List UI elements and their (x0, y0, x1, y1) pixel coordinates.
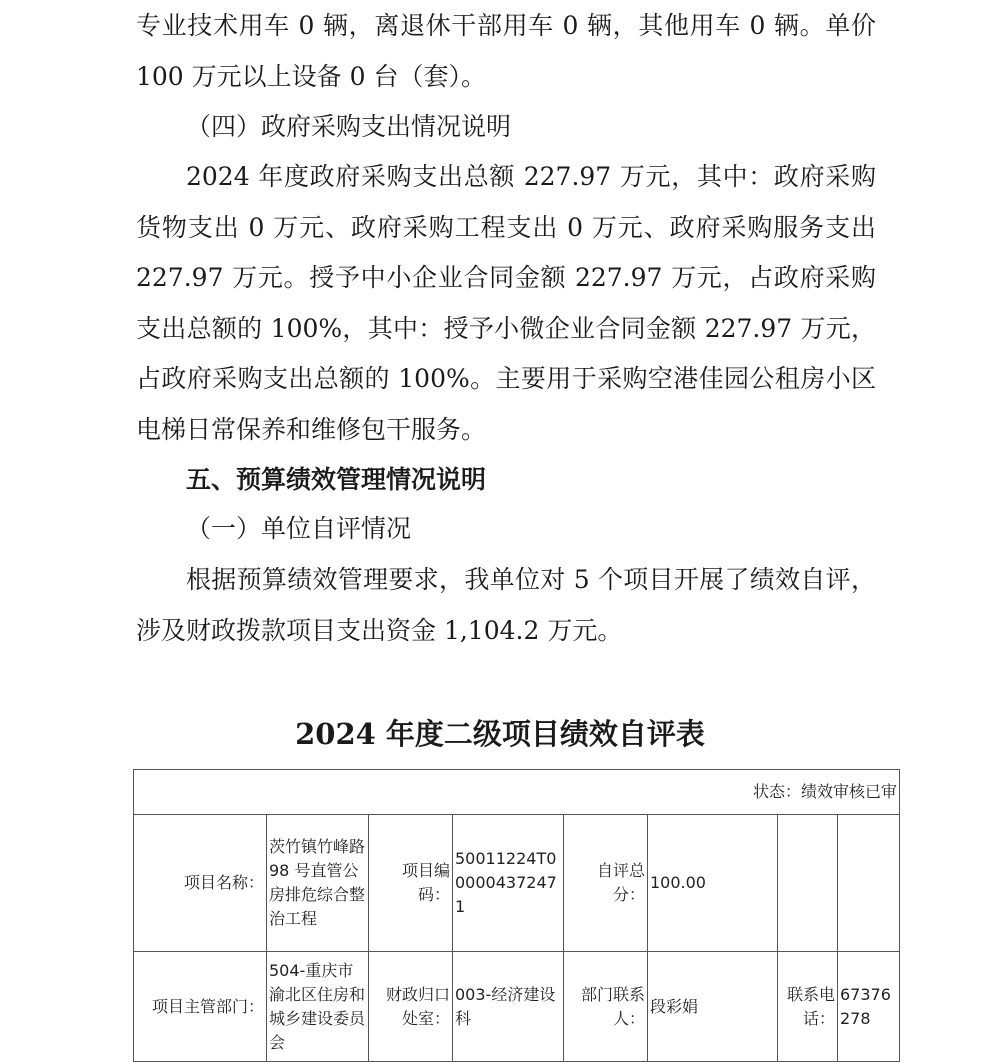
contact-value: 段彩娟 (648, 952, 778, 1062)
dept-value: 504-重庆市渝北区住房和城乡建设委员会 (267, 952, 369, 1062)
paragraph-government-purchase: 2024 年度政府采购支出总额 227.97 万元，其中：政府采购货物支出 0 万元、政府采购工程支出 0 万元、政府采购服务支出 227.97 万元。授予中小企业合同金额 227.97 万元，占政府采购支出总额的 100%，其中：授予小微企业合同金额 227.97 万元，占政府采购支出总额的 100%。主要用于采购空港佳园公租房小区电梯日常保养和维修包干服务。 (136, 162, 876, 444)
dept-label: 项目主管部门： (134, 952, 267, 1062)
performance-table (133, 769, 900, 1062)
status-cell: 状态：绩效审核已审 (134, 770, 900, 815)
score-value: 100.00 (648, 815, 778, 952)
heading-government-purchase: （四）政府采购支出情况说明 (186, 112, 512, 141)
heading-performance-management: 五、预算绩效管理情况说明 (186, 465, 487, 494)
finance-office-value: 003-经济建设科 (453, 952, 564, 1062)
project-name-label: 项目名称： (134, 815, 267, 952)
table-row-project (134, 815, 900, 952)
phone-label: 联系电话： (778, 952, 838, 1062)
table-row-department (134, 952, 900, 1062)
contact-label: 部门联系人： (564, 952, 648, 1062)
project-name-value: 茨竹镇竹峰路 98 号直管公房排危综合整治工程 (267, 815, 369, 952)
table-row-status (134, 770, 900, 815)
paragraph-vehicles: 专业技术用车 0 辆，离退休干部用车 0 辆，其他用车 0 辆。单价 100 万元以上设备 0 台（套）。 (136, 11, 876, 91)
finance-office-label: 财政归口处室： (369, 952, 453, 1062)
phone-value: 67376278 (838, 952, 900, 1062)
project-code-value: 50011224T000004372471 (453, 815, 564, 952)
score-label: 自评总分： (564, 815, 648, 952)
empty-cell (838, 815, 900, 952)
empty-cell (778, 815, 838, 952)
paragraph-self-evaluation: 根据预算绩效管理要求，我单位对 5 个项目开展了绩效自评，涉及财政拨款项目支出资金 1,104.2 万元。 (136, 565, 876, 645)
table-title: 2024 年度二级项目绩效自评表 (295, 717, 705, 751)
project-code-label: 项目编码： (369, 815, 453, 952)
heading-self-evaluation: （一）单位自评情况 (186, 514, 412, 543)
